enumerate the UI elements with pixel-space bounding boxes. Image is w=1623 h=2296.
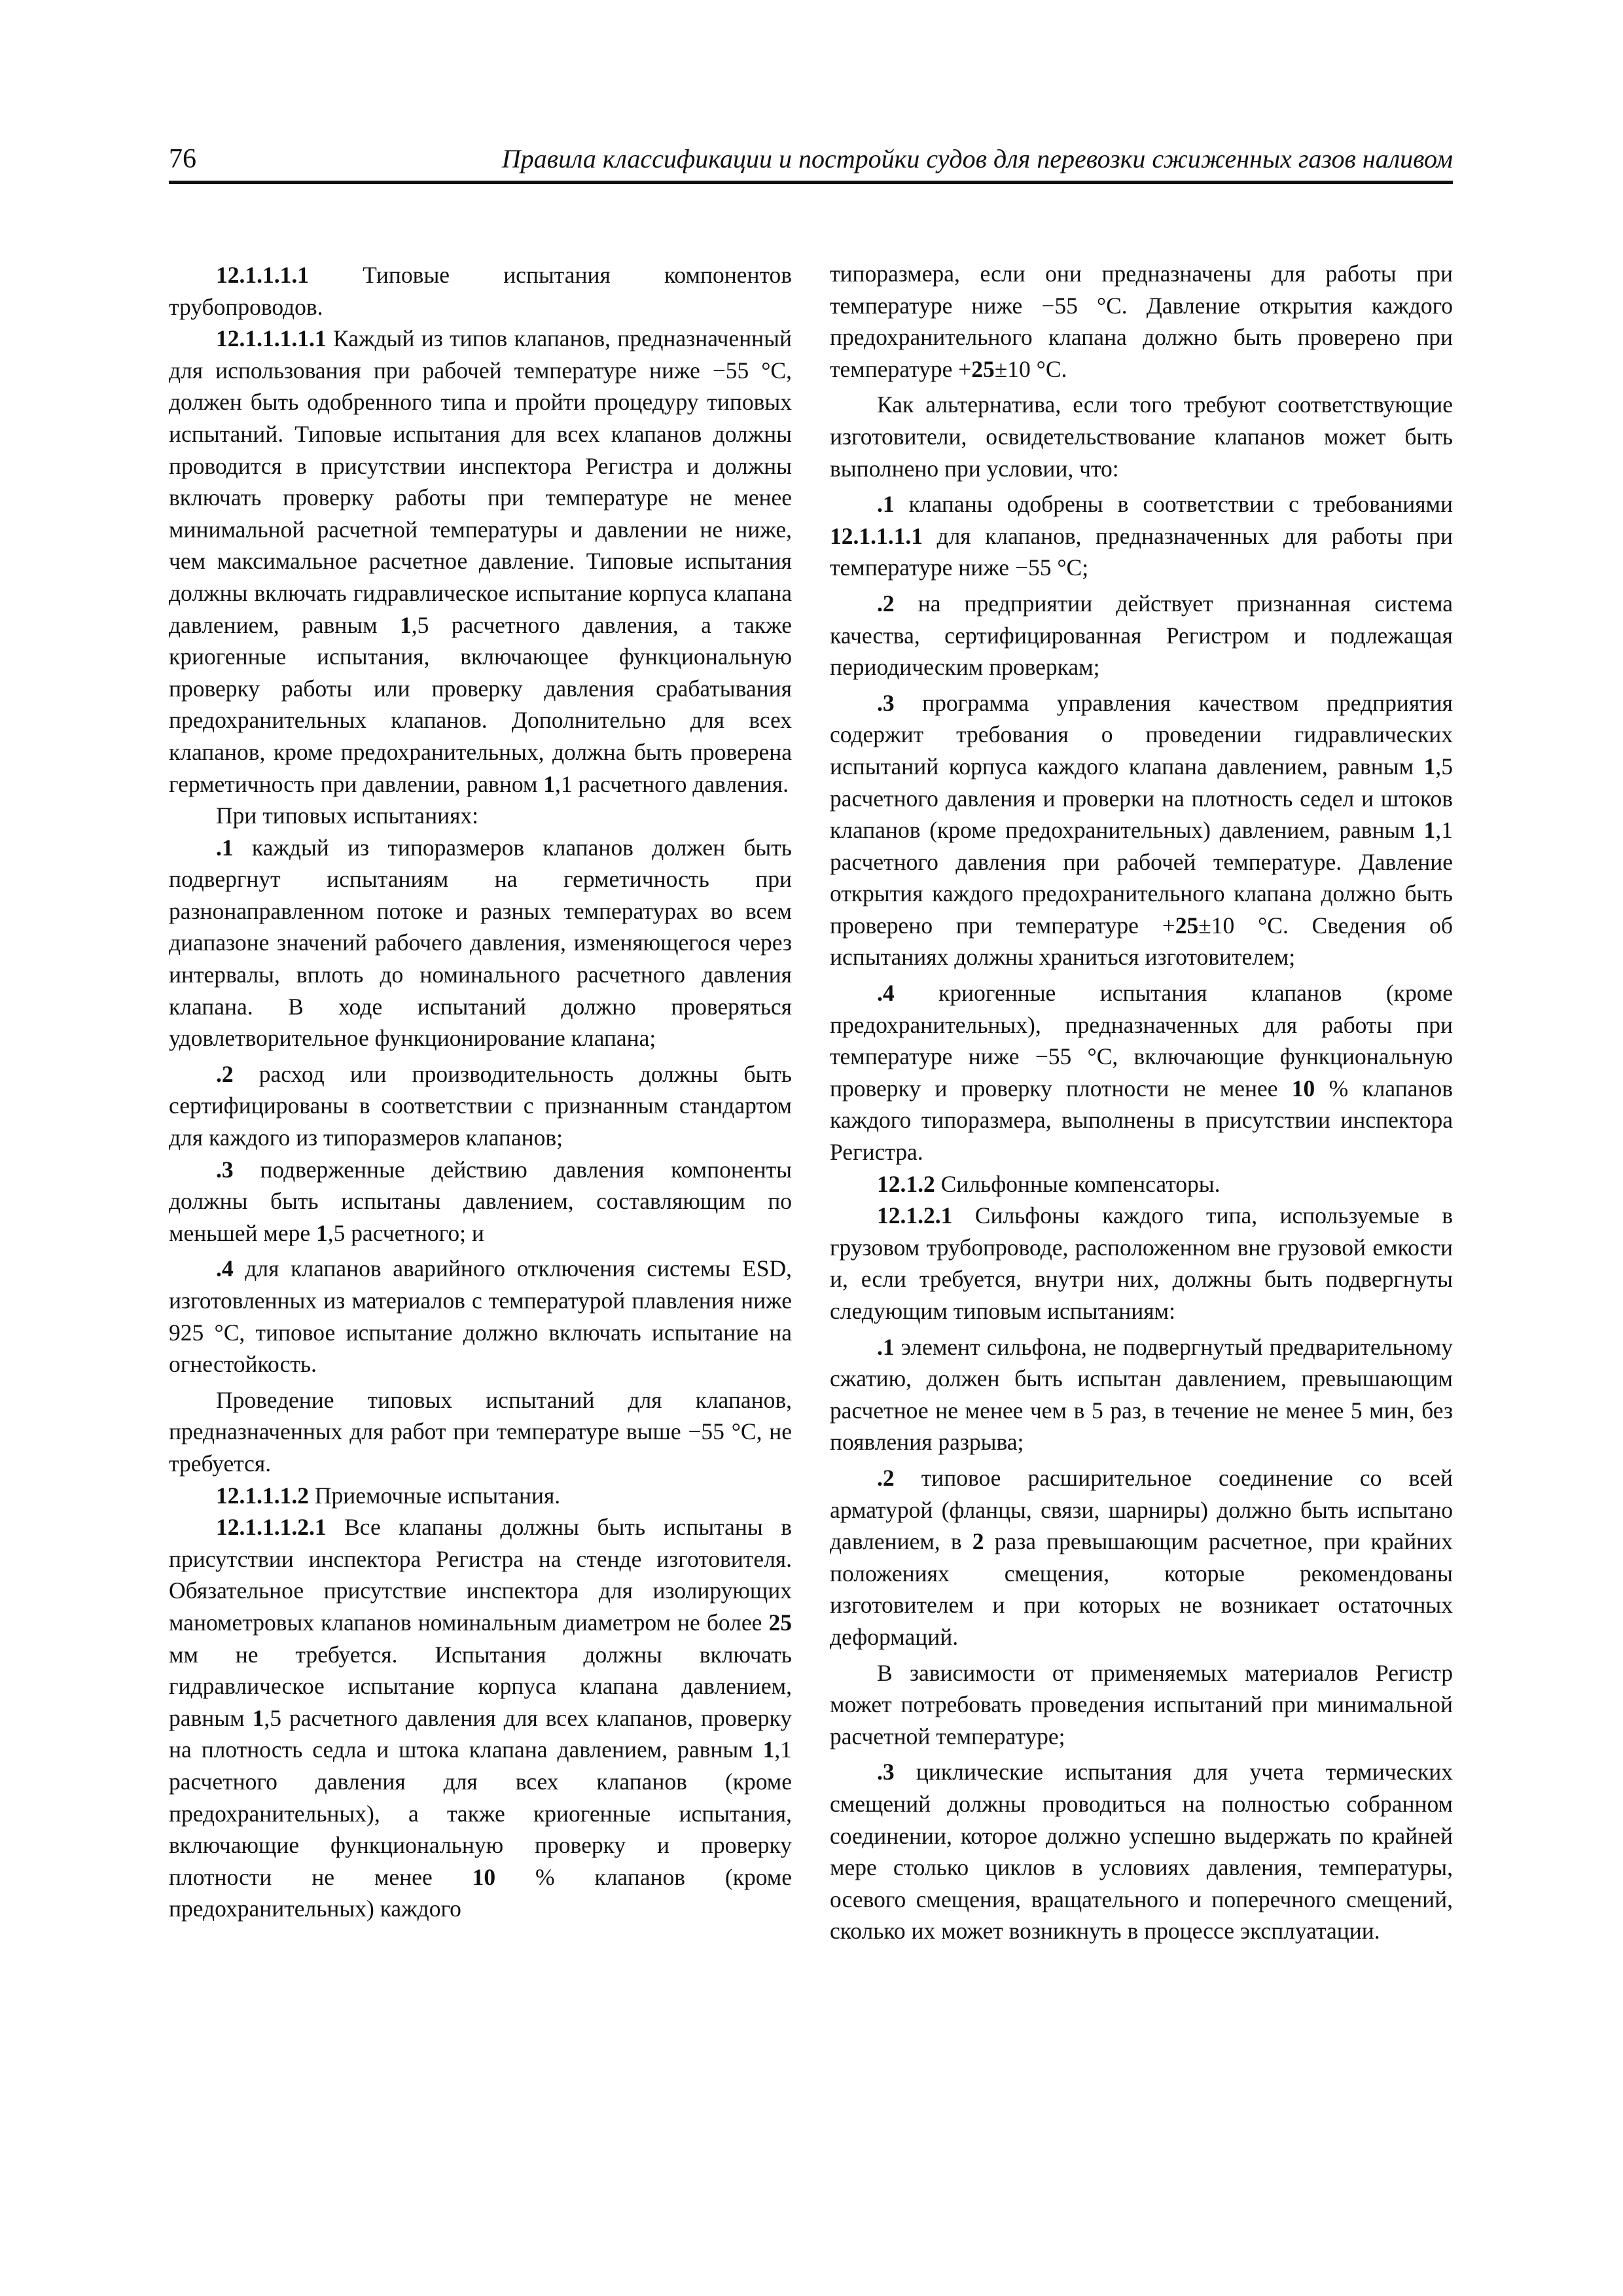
list-item (169, 1253, 792, 1380)
list-number: .4 (877, 980, 895, 1007)
paragraph-text: % клапанов каждого типоразмера, выполнены в присутствии инспектора Регистра. (830, 1075, 1453, 1166)
clause-number: 12.1.2.1 (877, 1202, 953, 1229)
list-item (830, 1756, 1453, 1947)
bold-number: 1 (252, 1704, 264, 1731)
paragraph-text: ,1 расчетного давления для всех клапанов (кроме предохранительных), а также криогенные испытания, включающие функциональную проверку и проверку плотности не менее (169, 1736, 792, 1890)
right-column (830, 258, 1453, 1947)
paragraph-text: При типовых испытаниях: (216, 802, 479, 829)
paragraph-text: для клапанов аварийного отключения системы ESD, изготовленных из материалов с температурой плавления ниже 925 °С, типовое испытание должно включать испытание на огнестойкость. (169, 1255, 792, 1378)
paragraph-text: циклические испытания для учета термических смещений должны проводиться на полностью собранном соединении, которое должно успешно выдержать по крайней мере столько циклов в условиях давления, температуры, осевого смещения, вращательного и поперечного смещений, сколько их может возникнуть в процессе эксплуатации. (830, 1759, 1453, 1945)
clause-number: 12.1.1.1.2.1 (216, 1514, 327, 1541)
list-number: .3 (877, 1759, 895, 1785)
paragraph (169, 800, 792, 832)
paragraph-text: криогенные испытания клапанов (кроме предохранительных), предназначенных для работы при температуре ниже −55 °С, включающие функциональную проверку и проверку плотности не менее (830, 980, 1453, 1102)
paragraph-text: Каждый из типов клапанов, предназначенный для использования при рабочей температуре ниже −55 °С, должен быть одобренного типа и пройти процедуру типовых испытаний. Типовые испытания для всех клапанов должны проводится в присутствии инспектора Регистра и должны включать проверку работы при температуре не менее минимальной расчетной температуры и давлении не ниже, чем максимальное расчетное давление. Типовые испытания должны включать гидравлическое испытание корпуса клапана давлением, равным (169, 325, 792, 638)
paragraph-text: ±10 °С. (994, 355, 1067, 382)
paragraph (169, 1480, 792, 1512)
bold-number: 12.1.1.1.1 (830, 522, 923, 549)
paragraph (169, 259, 792, 323)
list-item (169, 1058, 792, 1154)
list-number: .1 (877, 491, 895, 518)
paragraph (830, 1657, 1453, 1753)
paragraph-text: ,1 расчетного давления при рабочей температуре. Давление открытия каждого предохранительного клапана должно быть проверено при температуре + (830, 817, 1453, 939)
paragraph-text: Типовые испытания компонентов трубопроводов. (169, 262, 792, 320)
list-number: .3 (216, 1156, 234, 1183)
paragraph-continuation (830, 258, 1453, 385)
paragraph-text: для клапанов, предназначенных для работы при температуре ниже −55 °С; (830, 522, 1453, 581)
bold-number: 25 (971, 355, 995, 382)
paragraph-text: на предприятии действует признанная система качества, сертифицированная Регистром и подлежащая периодическим проверкам; (830, 590, 1453, 681)
list-item (830, 488, 1453, 584)
list-number: .1 (216, 834, 234, 861)
running-title: Правила классификации и постройки судов для перевозки сжиженных газов наливом (501, 144, 1453, 173)
paragraph-text: элемент сильфона, не подвергнутый предварительному сжатию, должен быть испытан давлением, превышающим расчетное не менее чем в 5 раз, в течение не менее 5 мин, без появления разрыва; (830, 1333, 1453, 1456)
paragraph-text: клапаны одобрены в соответствии с требованиями (894, 491, 1453, 518)
paragraph-text: каждый из типоразмеров клапанов должен быть подвергнут испытаниям на герметичность при разнонаправленном потоке и разных температурах во всем диапазоне значений рабочего давления, изменяющегося через интервалы, вплоть до номинального расчетного давления клапана. В ходе испытаний должно проверяться удовлетворительное функционирование клапана; (169, 834, 792, 1052)
paragraph-text: мм не требуется. Испытания должны включать гидравлическое испытание корпуса клапана давлением, равным (169, 1641, 792, 1731)
paragraph-text: программа управления качеством предприятия содержит требования о проведении гидравлических испытаний корпуса каждого клапана давлением, равным (830, 689, 1453, 780)
paragraph-text: подверженные действию давления компоненты должны быть испытаны давлением, составляющим по меньшей мере (169, 1156, 792, 1246)
paragraph (830, 1168, 1453, 1200)
list-item (830, 977, 1453, 1168)
clause-number: 12.1.2 (877, 1170, 935, 1197)
paragraph-text: ,5 расчетного давления для всех клапанов, проверку на плотность седла и штока клапана давлением, равным (169, 1704, 792, 1763)
paragraph (169, 323, 792, 800)
bold-number: 1 (315, 1219, 328, 1246)
bold-number: 1 (400, 611, 412, 638)
bold-number: 1 (1423, 753, 1436, 780)
bold-number: 10 (1291, 1075, 1315, 1102)
list-item (830, 1331, 1453, 1458)
paragraph (169, 1384, 792, 1480)
bold-number: 25 (1175, 912, 1199, 939)
list-number: .3 (877, 689, 895, 716)
paragraph-text: % клапанов (кроме предохранительных) каждого (169, 1863, 792, 1922)
paragraph-text: Проведение типовых испытаний для клапанов, предназначенных для работ при температуре выше −55 °С, не требуется. (169, 1386, 792, 1477)
paragraph (830, 389, 1453, 484)
list-number: .2 (877, 590, 895, 617)
list-item (169, 832, 792, 1054)
paragraph (830, 1200, 1453, 1327)
clause-number: 12.1.1.1.2 (216, 1482, 309, 1509)
list-item (830, 1462, 1453, 1653)
page-number: 76 (169, 144, 196, 174)
paragraph-text: Сильфоны каждого типа, используемые в грузовом трубопроводе, расположенном вне грузовой емкости и, если требуется, внутри них, должны быть подвергнуты следующим типовым испытаниям: (830, 1202, 1453, 1324)
list-item (830, 687, 1453, 973)
paragraph-text: раза превышающим расчетное, при крайних положениях смещения, которые рекомендованы изготовителем и при которых не возникает остаточных деформаций. (830, 1528, 1453, 1650)
clause-number: 12.1.1.1.1.1 (216, 325, 327, 352)
paragraph-text: ,5 расчетного; и (327, 1219, 484, 1246)
paragraph-text: Все клапаны должны быть испытаны в присутствии инспектора Регистра на стенде изготовителя. Обязательное присутствие инспектора для изолирующих манометровых клапанов номинальным диаметром не более (169, 1514, 792, 1636)
paragraph-text: ,5 расчетного давления и проверки на плотность седел и штоков клапанов (кроме предохранительных) давлением, равным (830, 753, 1453, 844)
paragraph-text: ,5 расчетного давления, а также криогенные испытания, включающее функциональную проверку работы или проверку давления срабатывания предохранительных клапанов. Дополнительно для всех клапанов, кроме предохранительных, должна быть проверена герметичность при давлении, равном (169, 611, 792, 797)
paragraph-text: расход или производительность должны быть сертифицированы в соответствии с признанным стандартом для каждого из типоразмеров клапанов; (169, 1060, 792, 1151)
left-column (169, 259, 792, 1925)
paragraph-text: Как альтернатива, если того требуют соответствующие изготовители, освидетельствование клапанов может быть выполнено при условии, что: (830, 391, 1453, 482)
bold-number: 10 (472, 1863, 496, 1890)
paragraph-text: типовое расширительное соединение со всей арматурой (фланцы, связи, шарниры) должно быть испытано давлением, в (830, 1464, 1453, 1555)
list-item (169, 1154, 792, 1249)
list-number: .4 (216, 1255, 234, 1282)
paragraph-text: ,1 расчетного давления. (555, 770, 789, 797)
bold-number: 25 (768, 1609, 792, 1636)
page-header (169, 143, 1453, 184)
paragraph-text: Сильфонные компенсаторы. (935, 1170, 1221, 1197)
clause-number: 12.1.1.1.1 (216, 262, 309, 288)
paragraph (169, 1511, 792, 1925)
paragraph-text: Приемочные испытания. (309, 1482, 561, 1509)
bold-number: 1 (762, 1736, 775, 1763)
paragraph-text: В зависимости от применяемых материалов Регистр может потребовать проведения испытаний при минимальной расчетной температуре; (830, 1659, 1453, 1749)
paragraph-text: типоразмера, если они предназначены для работы при температуре ниже −55 °С. Давление открытия каждого предохранительного клапана должно быть проверено при температуре + (830, 260, 1453, 382)
list-number: .2 (216, 1060, 234, 1087)
bold-number: 1 (1423, 817, 1436, 844)
list-number: .1 (877, 1333, 895, 1360)
list-number: .2 (877, 1464, 895, 1491)
bold-number: 1 (543, 770, 555, 797)
list-item (830, 588, 1453, 683)
bold-number: 2 (972, 1528, 984, 1555)
paragraph-text: ±10 °С. Сведения об испытаниях должны храниться изготовителем; (830, 912, 1453, 971)
